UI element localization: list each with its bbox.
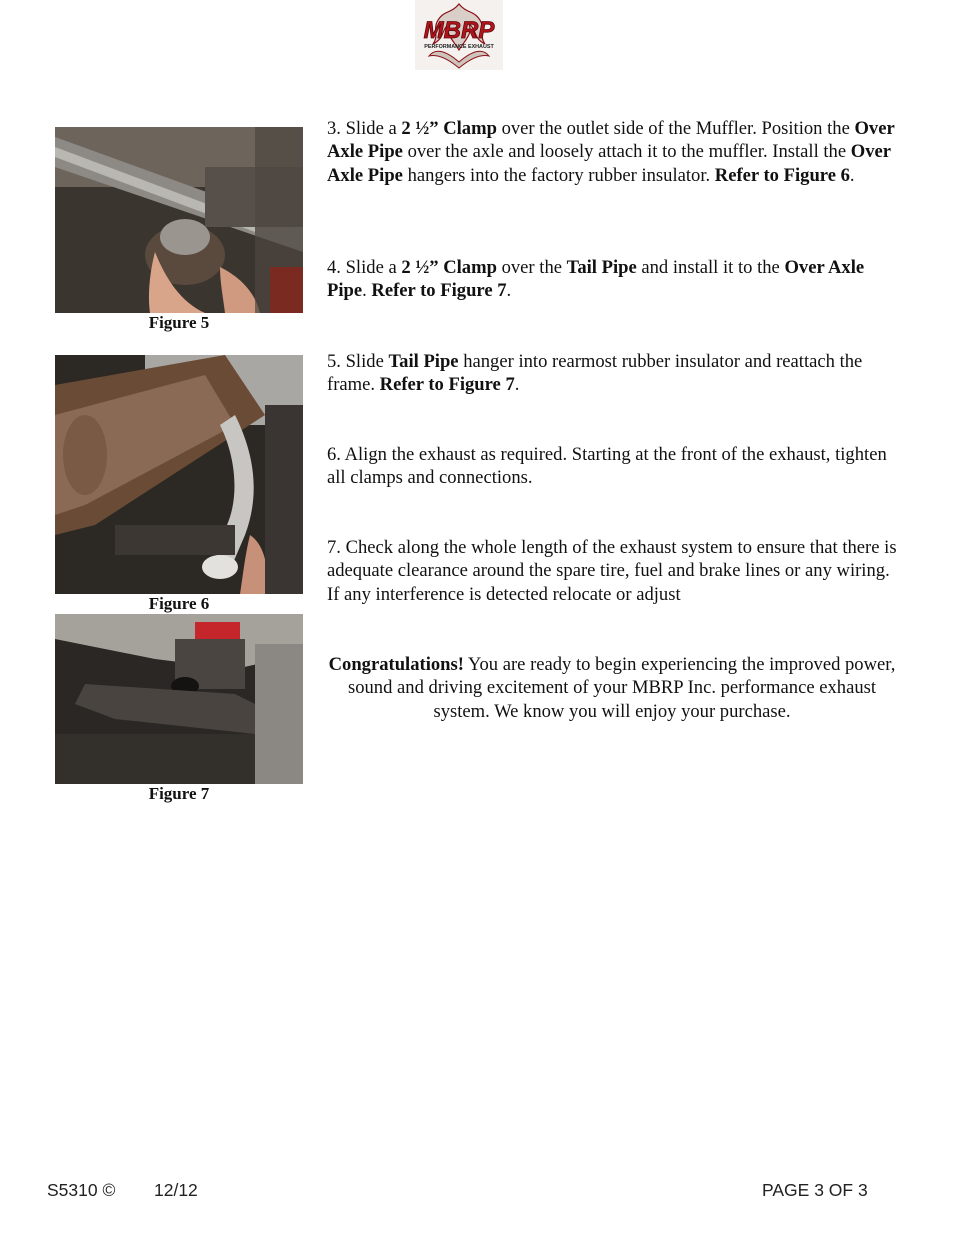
step-5-text: 5. Slide Tail Pipe hanger into rearmost rubber insulator and reattach the frame. Refer to Figure 7. [327,351,863,396]
figure-7-photo [55,614,303,784]
figure-6-photo [55,355,303,594]
footer-date: 12/12 [154,1180,198,1200]
step-3-text: 3. Slide a 2 ½” Clamp over the outlet side of the Muffler. Position the Over Axle Pipe over the axle and loosely attach it to the muffler. Install the Over Axle Pipe hangers into the factory rubber insulator. Refer to Figure 6. [327,118,895,186]
figure-5-photo [55,127,303,313]
figure-7-caption: Figure 7 [148,784,210,803]
mbrp-logo [415,0,503,70]
congratulations-text: Congratulations! You are ready to begin experiencing the improved power, sound and driving excitement of your MBRP Inc. performance exhaust system. We know you will enjoy your purchase. [328,654,896,722]
step-7-text: 7. Check along the whole length of the exhaust system to ensure that there is adequate clearance around the spare tire, fuel and brake lines or any wiring. If any interference is detected relocate or adjust [327,537,897,605]
step-6-text: 6. Align the exhaust as required. Starting at the front of the exhaust, tighten all clamps and connections. [327,444,887,489]
logo-brand-text: MBRP [423,17,495,44]
figure-5-caption: Figure 5 [148,313,210,332]
footer-page-number: PAGE 3 OF 3 [762,1180,868,1200]
figure-6-caption: Figure 6 [148,594,210,613]
step-4-text: 4. Slide a 2 ½” Clamp over the Tail Pipe and install it to the Over Axle Pipe. Refer to Figure 7. [327,257,865,302]
logo-tagline: PERFORMANCE EXHAUST [424,44,494,50]
footer-part-code: S5310 © [47,1180,116,1200]
